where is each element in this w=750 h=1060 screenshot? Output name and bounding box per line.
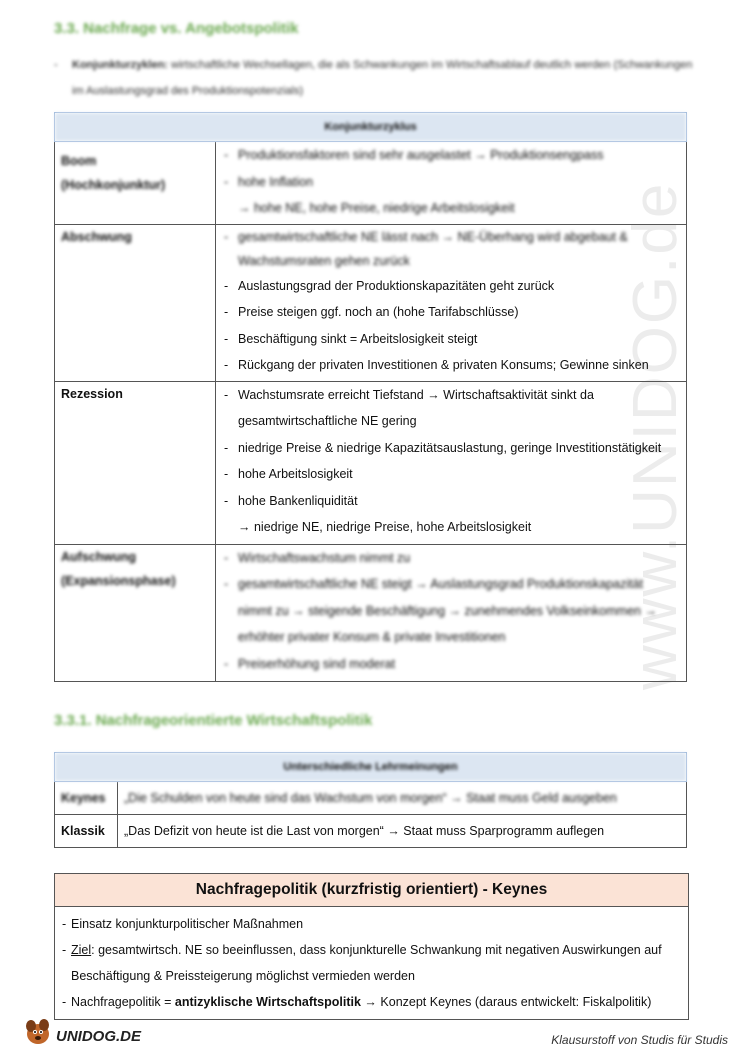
- svg-text:UNIDOG.DE: UNIDOG.DE: [56, 1028, 142, 1045]
- phase-label: Abschwung: [55, 224, 216, 381]
- footer-tagline: Klausurstoff von Studis für Studis: [551, 1033, 728, 1047]
- demand-policy-box: [54, 873, 689, 1020]
- list-item: Beschäftigung & Preissteigerung möglichst vermieden werden: [71, 969, 415, 983]
- list-item: - Einsatz konjunkturpolitischer Maßnahmen: [61, 911, 682, 937]
- list-item: - Rückgang der privaten Investitionen & privaten Konsums; Gewinne sinken: [222, 352, 680, 379]
- subsection-heading: 3.3.1. Nachfrageorientierte Wirtschaftspolitik: [54, 712, 373, 729]
- opinions-table-header: Unterschiedliche Lehrmeinungen: [55, 753, 687, 782]
- list-item: - Preise steigen ggf. noch an (hohe Tarifabschlüsse): [222, 299, 680, 326]
- phase-label: Boom (Hochkonjunktur): [55, 142, 216, 225]
- watermark: www.UNIDOG.de: [621, 181, 690, 690]
- list-item: gesamtwirtschaftliche NE gering: [238, 414, 417, 428]
- list-item: - hohe Arbeitslosigkeit: [222, 461, 680, 488]
- demand-policy-title: Nachfragepolitik (kurzfristig orientiert) - Keynes: [55, 874, 688, 907]
- table-row: [55, 544, 687, 682]
- list-item: - Preiserhöhung sind moderat: [222, 651, 680, 678]
- list-item: - Ziel: gesamtwirtsch. NE so beeinflussen, dass konjunkturelle Schwankung mit negativen Auswirkungen auf: [61, 937, 682, 963]
- list-item: - Beschäftigung sinkt = Arbeitslosigkeit steigt: [222, 326, 680, 353]
- list-item: - gesamtwirtschaftliche NE steigt → Auslastungsgrad Produktionskapazität nimmt zu → steigende Beschäftigung → zunehmendes Volkseinkommen → erhöhter privater Konsum & private Investitionen: [222, 571, 680, 651]
- list-item: - hohe Bankenliquidität: [222, 488, 680, 515]
- opinion-key: Klassik: [55, 815, 118, 848]
- table-row: [55, 815, 687, 848]
- table-row: [55, 381, 687, 544]
- list-item: → niedrige NE, niedrige Preise, hohe Arbeitslosigkeit: [238, 520, 532, 534]
- list-item: - gesamtwirtschaftliche NE lässt nach → NE-Überhang wird abgebaut & Wachstumsraten gehen zurück: [222, 225, 680, 273]
- phase-content: [216, 544, 687, 682]
- intro-text: wirtschaftliche Wechsellagen, die als Schwankungen im Wirtschaftsablauf deutlich werden (Schwankungen im Auslastungsgrad des Produktionspotenzials): [72, 59, 693, 97]
- phase-content: [216, 381, 687, 544]
- phase-label: Aufschwung (Expansionsphase): [55, 544, 216, 682]
- table-row: [55, 224, 687, 381]
- opinions-table: [54, 752, 687, 848]
- dog-icon: [22, 1016, 157, 1048]
- list-item: - Auslastungsgrad der Produktionskapazitäten geht zurück: [222, 273, 680, 300]
- list-item: - Wirtschaftswachstum nimmt zu: [222, 545, 680, 572]
- cycle-table-header: Konjunkturzyklus: [55, 113, 687, 142]
- list-item: → hohe NE, hohe Preise, niedrige Arbeitslosigkeit: [238, 201, 515, 215]
- opinion-key: Keynes: [55, 782, 118, 815]
- table-row: [55, 142, 687, 225]
- unidog-logo: [22, 1016, 157, 1048]
- list-item: - Nachfragepolitik = antizyklische Wirtschaftspolitik → Konzept Keynes (daraus entwickelt: Fiskalpolitik): [61, 989, 682, 1015]
- phase-label: Rezession: [55, 381, 216, 544]
- opinion-text: „Das Defizit von heute ist die Last von morgen“ → Staat muss Sparprogramm auflegen: [118, 815, 687, 848]
- opinion-text: „Die Schulden von heute sind das Wachstum von morgen“ → Staat muss Geld ausgeben: [118, 782, 687, 815]
- phase-content: [216, 224, 687, 381]
- list-item: - Wachstumsrate erreicht Tiefstand → Wirtschaftsaktivität sinkt da: [222, 382, 680, 409]
- intro-term: Konjunkturzyklen:: [72, 59, 168, 71]
- table-row: [55, 782, 687, 815]
- list-item: - hohe Inflation: [222, 169, 680, 196]
- business-cycle-table: [54, 112, 687, 682]
- phase-content: [216, 142, 687, 225]
- section-heading: 3.3. Nachfrage vs. Angebotspolitik: [54, 20, 299, 37]
- intro-paragraph: - Konjunkturzyklen: wirtschaftliche Wechsellagen, die als Schwankungen im Wirtschaftsablauf deutlich werden (Schwankungen im Auslastungsgrad des Produktionspotenzials): [54, 59, 693, 97]
- list-item: - niedrige Preise & niedrige Kapazitätsauslastung, geringe Investitionstätigkeit: [222, 435, 680, 462]
- list-item: - Produktionsfaktoren sind sehr ausgelastet → Produktionsengpass: [222, 142, 680, 169]
